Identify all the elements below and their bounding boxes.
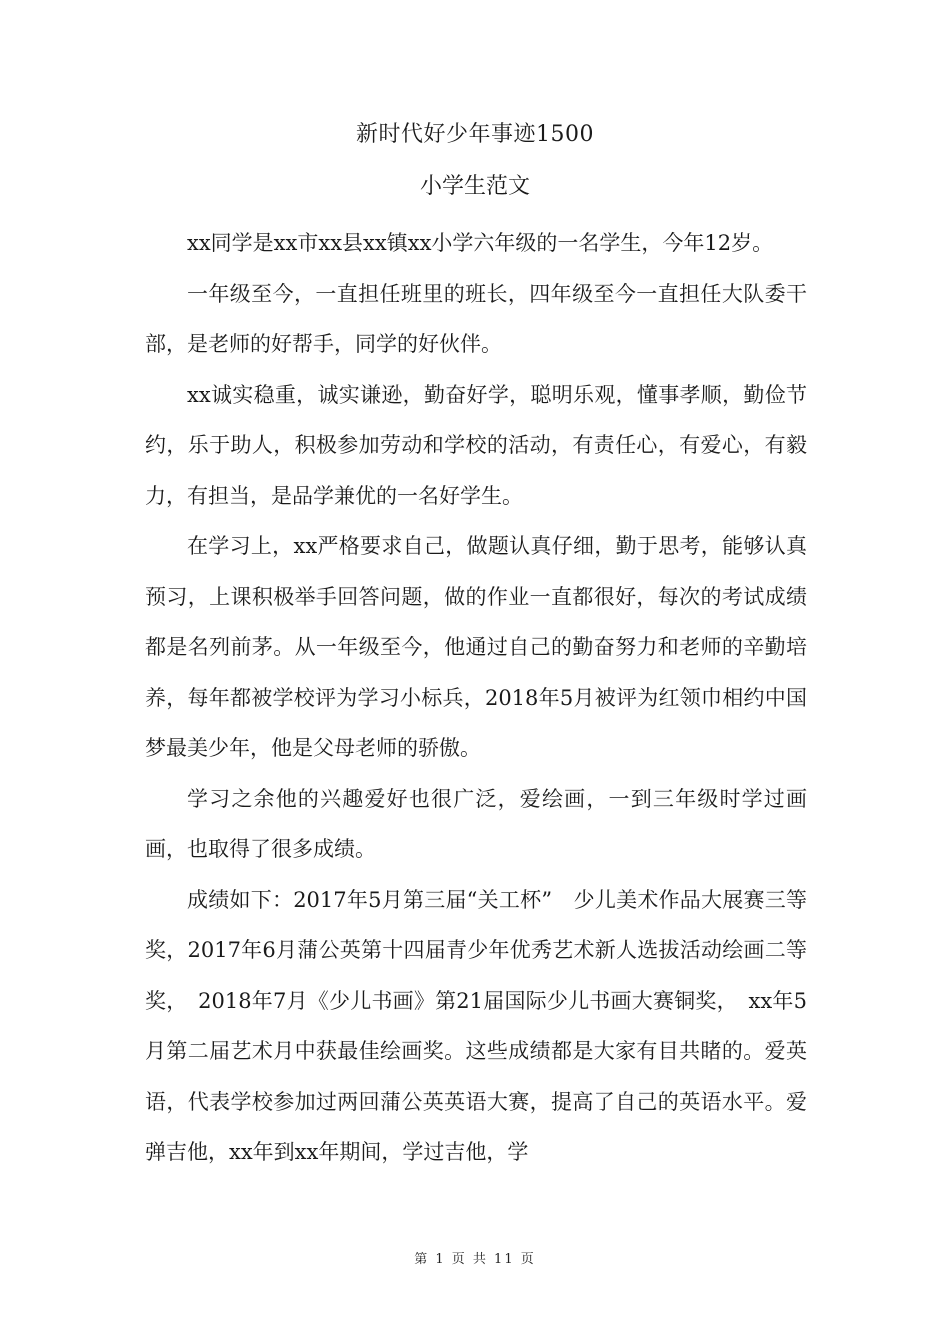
paragraph: 一年级至今，一直担任班里的班长，四年级至今一直担任大队委干部，是老师的好帮手，同学的好伙伴。	[145, 281, 807, 356]
paragraph: xx同学是xx市xx县xx镇xx小学六年级的一名学生，今年12岁。	[187, 231, 774, 255]
paragraph: 学习之余他的兴趣爱好也很广泛，爱绘画，一到三年级时学过画画，也取得了很多成绩。	[145, 786, 807, 861]
page-footer: 第 1 页 共 11 页	[414, 1252, 536, 1267]
paragraph: 在学习上，xx严格要求自己，做题认真仔细，勤于思考，能够认真预习，上课积极举手回答问题，做的作业一直都很好，每次的考试成绩都是名列前茅。从一年级至今，他通过自己的勤奋努力和老师的辛勤培养，每年都被学校评为学习小标兵，2018年5月被评为红领巾相约中国梦最美少年，他是父母老师的骄傲。	[145, 534, 807, 760]
paragraph: xx诚实稳重，诚实谦逊，勤奋好学，聪明乐观，懂事孝顺，勤俭节约，乐于助人，积极参加劳动和学校的活动，有责任心，有爱心，有毅力，有担当，是品学兼优的一名好学生。	[145, 382, 807, 508]
document-title: 新时代好少年事迹1500	[356, 122, 594, 147]
paragraph: 成绩如下：2017年5月第三届“关工杯” 少儿美术作品大展赛三等奖，2017年6月蒲公英第十四届青少年优秀艺术新人选拔活动绘画二等奖， 2018年7月《少儿书画》第21届国际少儿书画大赛铜奖， xx年5月第二届艺术月中获最佳绘画奖。这些成绩都是大家有目共睹的。爱英语，代表学校参加过两回蒲公英英语大赛，提高了自己的英语水平。爱弹吉他，xx年到xx年期间，学过吉他，学	[145, 887, 807, 1164]
document-body	[145, 218, 807, 1178]
document-subtitle: 小学生范文	[419, 174, 530, 199]
